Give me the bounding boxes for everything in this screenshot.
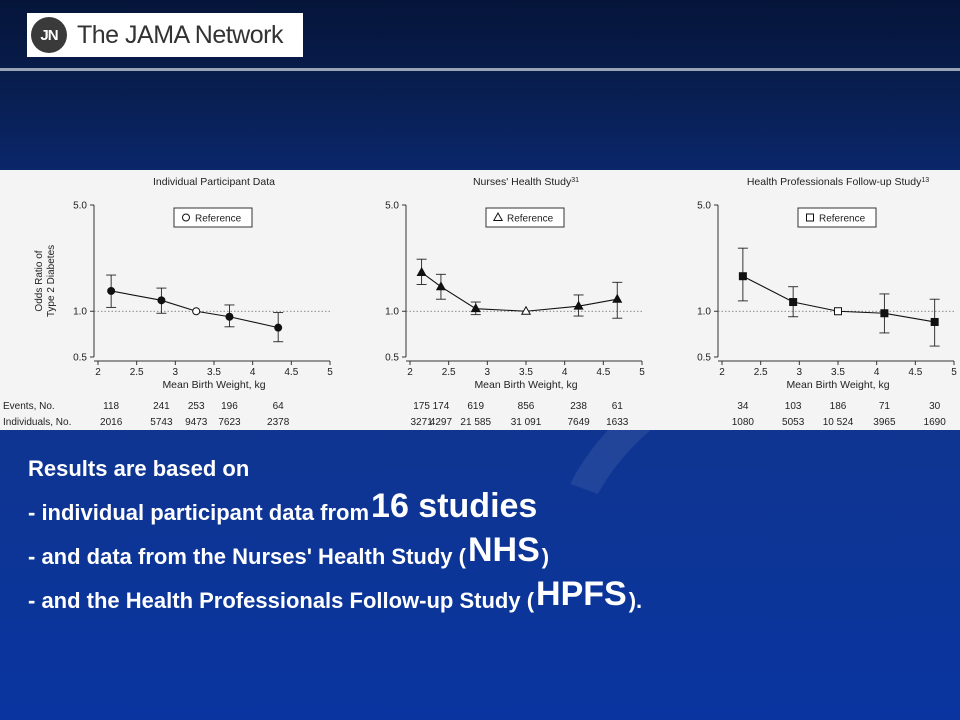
individuals-row-label: Individuals, No. — [3, 417, 72, 428]
panel1-events-value: 196 — [221, 401, 238, 412]
panel2-events-value: 174 — [432, 401, 450, 412]
panel1-y-tick-label: 1.0 — [73, 306, 87, 318]
events-row-label: Events, No. — [3, 401, 55, 412]
panel3-individuals-value: 1080 — [731, 417, 755, 428]
panel1-x-tick-label: 3.5 — [207, 367, 221, 378]
panel2-y-tick-label: 0.5 — [385, 352, 399, 364]
panel1-individuals-value: 5743 — [150, 417, 173, 428]
panel2-events-value: 175 — [413, 401, 430, 412]
figure-panel — [0, 170, 960, 430]
panel3-x-tick-label: 4.5 — [908, 367, 923, 378]
panel3-x-tick-label: 5 — [951, 367, 957, 378]
panel2-x-tick-label: 5 — [639, 367, 645, 378]
panel1-x-tick-label: 4 — [249, 367, 256, 378]
panel2-individuals-value: 31 091 — [510, 417, 542, 428]
logo-text: The JAMA Network — [77, 20, 283, 49]
panel2-y-tick-label: 5.0 — [385, 200, 399, 212]
panel2-events-value: 619 — [467, 401, 485, 412]
panel3-x-tick-label: 3.5 — [831, 367, 845, 378]
panel3-title: Health Professionals Follow-up Study$^{13}$ — [746, 176, 930, 188]
panel2-data-point — [417, 268, 425, 276]
line2-text: - individual participant data from — [28, 500, 370, 525]
panel1-events-value: 241 — [153, 401, 170, 412]
panel2-individuals-value: 3271 — [410, 417, 433, 428]
panel1-data-point — [226, 313, 233, 320]
panel3-individuals-value: 3965 — [873, 417, 896, 428]
panel2-series-line — [422, 272, 618, 311]
panel2-x-axis-label: Mean Birth Weight, kg — [474, 379, 578, 391]
panel1-x-tick-label: 3 — [172, 367, 179, 378]
header-rule — [0, 68, 960, 71]
text-line-4 — [28, 570, 948, 614]
panel2-x-tick-label: 4 — [561, 367, 568, 378]
panel2-individuals-value: 21 585 — [460, 417, 492, 428]
line3-emphasis: NHS — [467, 531, 540, 569]
panel3-legend-label: Reference — [819, 213, 866, 225]
panel1-events-value: 64 — [272, 401, 284, 412]
panel3-x-tick-label: 4 — [873, 367, 880, 378]
panel1-x-tick-label: 5 — [327, 367, 333, 378]
panel2-events-value: 61 — [611, 401, 623, 412]
line4-text: - and the Health Professionals Follow-up Study ( — [28, 588, 535, 613]
panel3-title-ref: 13 — [921, 176, 930, 184]
panel3-y-tick-label: 5.0 — [697, 200, 711, 212]
panel3-y-tick-label: 1.0 — [697, 306, 711, 318]
panel2-x-tick-label: 3.5 — [519, 367, 533, 378]
panel3-data-point — [739, 273, 746, 280]
panel1-x-tick-label: 2 — [95, 367, 101, 378]
panel3-individuals-value: 10 524 — [822, 417, 854, 428]
line4-close: ). — [628, 588, 643, 613]
panel1-y-tick-label: 5.0 — [73, 200, 87, 212]
panel3-events-value: 30 — [929, 401, 941, 412]
panel1-x-tick-label: 2.5 — [129, 367, 144, 378]
panel3-individuals-value: 5053 — [782, 417, 805, 428]
text-line-2 — [28, 482, 948, 526]
panel3-x-axis-label: Mean Birth Weight, kg — [786, 379, 890, 391]
line2-emphasis: 16 studies — [371, 487, 538, 525]
panel1-events-value: 253 — [187, 401, 205, 412]
panel1-x-tick-label: 4.5 — [284, 367, 299, 378]
panel2-x-tick-label: 3 — [484, 367, 491, 378]
panel2-events-value: 856 — [517, 401, 535, 412]
panel3-events-value: 71 — [878, 401, 890, 412]
panel1-legend-marker — [183, 214, 190, 221]
panel2-individuals-value: 7649 — [567, 417, 590, 428]
panel1-data-point — [275, 324, 282, 331]
panel2-title-ref: 31 — [571, 176, 580, 184]
panel2-x-tick-label: 2 — [407, 367, 413, 378]
panel1-events-value: 118 — [103, 401, 120, 412]
panel2-data-point — [613, 295, 621, 303]
panel2-events-value: 238 — [570, 401, 587, 412]
panel1-y-axis-label: Odds Ratio ofType 2 Diabetes — [34, 244, 57, 318]
panel1-x-axis-label: Mean Birth Weight, kg — [162, 379, 266, 391]
panel3-legend-marker — [807, 214, 814, 221]
panel2-y-tick-label: 1.0 — [385, 306, 399, 318]
panel2-title: Nurses' Health Study$^{31}$ — [472, 176, 580, 188]
line3-text: - and data from the Nurses' Health Study ( — [28, 544, 466, 569]
results-text — [28, 448, 948, 614]
panel3-data-point — [835, 308, 842, 315]
panel3-x-tick-label: 2 — [719, 367, 725, 378]
panel1-individuals-value: 9473 — [185, 417, 208, 428]
line3-close: ) — [541, 544, 550, 569]
panel2-data-point — [472, 304, 480, 312]
panel2-individuals-value: 4297 — [429, 417, 453, 428]
panel2-individuals-value: 1633 — [606, 417, 629, 428]
panel1-data-point — [193, 308, 200, 315]
panel2-x-tick-label: 2.5 — [441, 367, 456, 378]
panel3-data-point — [931, 318, 938, 325]
panel1-data-point — [108, 287, 115, 294]
jama-network-logo — [27, 13, 303, 57]
line1-text: Results are based on — [28, 456, 250, 481]
text-line-1 — [28, 448, 948, 482]
panel3-events-value: 34 — [737, 401, 749, 412]
panel1-y-tick-label: 0.5 — [73, 352, 87, 364]
birth-weight-charts — [0, 170, 960, 430]
text-line-3 — [28, 526, 948, 570]
panel1-individuals-value: 7623 — [218, 417, 241, 428]
panel3-events-value: 103 — [784, 401, 802, 412]
line4-emphasis: HPFS — [536, 575, 627, 613]
panel3-events-value: 186 — [829, 401, 847, 412]
panel3-y-tick-label: 0.5 — [697, 352, 711, 364]
panel1-title: Individual Participant Data — [153, 176, 275, 188]
panel1-individuals-value: 2016 — [100, 417, 123, 428]
panel3-data-point — [790, 299, 797, 306]
panel1-data-point — [158, 297, 165, 304]
logo-mark: JN — [31, 17, 67, 53]
panel3-data-point — [881, 310, 888, 317]
panel3-x-tick-label: 2.5 — [753, 367, 768, 378]
panel2-data-point — [437, 282, 445, 290]
panel2-legend-label: Reference — [507, 213, 554, 225]
panel1-legend-label: Reference — [195, 213, 242, 225]
panel3-individuals-value: 1690 — [923, 417, 946, 428]
panel1-individuals-value: 2378 — [267, 417, 290, 428]
panel2-x-tick-label: 4.5 — [596, 367, 611, 378]
panel3-x-tick-label: 3 — [796, 367, 803, 378]
